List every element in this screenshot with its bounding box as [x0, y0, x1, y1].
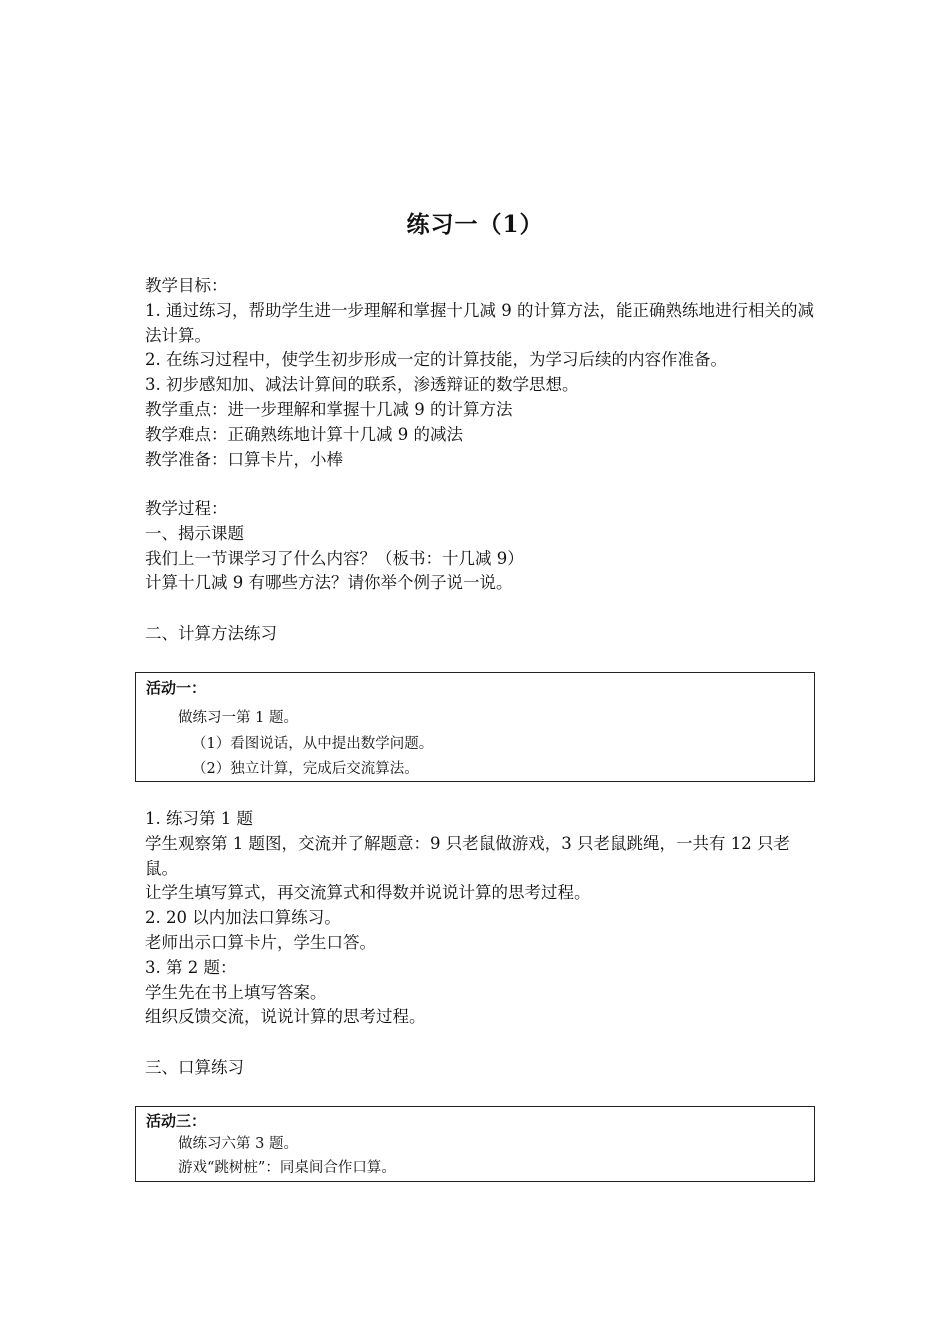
section2-line: 2. 20 以内加法口算练习。	[145, 908, 341, 928]
difficulty: 教学难点：正确熟练地计算十几减 9 的减法	[145, 424, 463, 444]
objectives-section	[145, 274, 815, 472]
section3-title: 三、口算练习	[145, 1058, 244, 1077]
section1-line: 我们上一节课学习了什么内容？（板书：十几减 9）	[145, 548, 524, 568]
section2-content	[145, 807, 815, 1030]
section2-heading-block	[145, 622, 815, 647]
section2-line: 学生先在书上填写答案。	[145, 982, 327, 1002]
activity3-box	[135, 1106, 815, 1182]
activity3-line: 做练习六第 3 题。	[178, 1136, 298, 1152]
key-point: 教学重点：进一步理解和掌握十几减 9 的计算方法	[145, 399, 513, 419]
section2-line: 3. 第 2 题：	[145, 957, 237, 977]
section2-line: 组织反馈交流，说说计算的思考过程。	[145, 1007, 426, 1027]
section2-line: 老师出示口算卡片，学生口答。	[145, 932, 376, 952]
preparation: 教学准备：口算卡片，小棒	[145, 449, 343, 469]
process-heading: 教学过程：	[145, 499, 228, 518]
objectives-heading: 教学目标：	[145, 276, 228, 295]
section2-line: 学生观察第 1 题图，交流并了解题意：9 只老鼠做游戏，3 只老鼠跳绳，一共有 12 只老鼠。	[145, 833, 790, 878]
activity1-line: 做练习一第 1 题。	[178, 710, 298, 726]
activity1-title: 活动一：	[146, 679, 207, 697]
section2-line: 让学生填写算式，再交流算式和得数并说说计算的思考过程。	[145, 883, 591, 903]
section1-title: 一、揭示课题	[145, 523, 244, 543]
activity3-title: 活动三：	[146, 1112, 207, 1130]
section2-title: 二、计算方法练习	[145, 624, 277, 643]
process-section	[145, 497, 815, 596]
section1-line: 计算十几减 9 有哪些方法？请你举个例子说一说。	[145, 573, 513, 593]
document-title: 练习一（1）	[406, 211, 544, 238]
activity1-line: （2）独立计算，完成后交流算法。	[192, 761, 419, 777]
activity3-line: 游戏“跳树桩”：同桌间合作口算。	[178, 1160, 396, 1176]
section3-heading-block	[145, 1056, 815, 1081]
objective-item: 3. 初步感知加、减法计算间的联系，渗透辩证的数学思想。	[145, 375, 579, 395]
objective-item: 1. 通过练习，帮助学生进一步理解和掌握十几减 9 的计算方法，能正确熟练地进行相关的减法计算。	[145, 300, 814, 345]
activity1-line: （1）看图说话，从中提出数学问题。	[192, 736, 434, 752]
objective-item: 2. 在练习过程中，使学生初步形成一定的计算技能，为学习后续的内容作准备。	[145, 350, 727, 370]
section2-line: 1. 练习第 1 题	[145, 809, 253, 828]
activity1-box	[135, 672, 815, 782]
